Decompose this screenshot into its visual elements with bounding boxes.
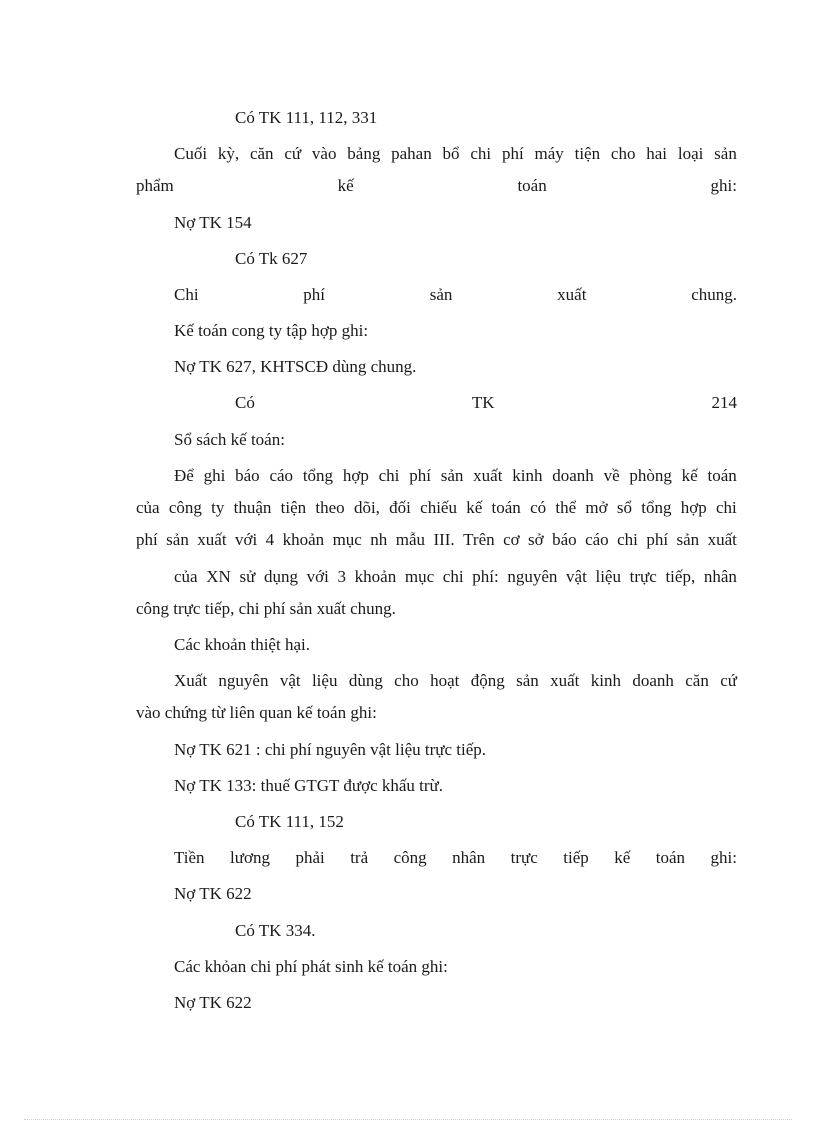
word: TK	[471, 393, 495, 412]
word: báo	[235, 466, 260, 485]
page-bottom-divider	[24, 1119, 792, 1120]
word: tiện	[574, 144, 601, 163]
word: hai	[646, 144, 668, 163]
text-line-justified	[174, 465, 737, 487]
text-line: Nợ TK 154	[174, 213, 252, 232]
word: báo	[552, 530, 577, 549]
word: sản	[440, 466, 464, 485]
word: liệu	[311, 671, 338, 690]
word: sản	[166, 530, 189, 549]
word: doanh	[632, 671, 674, 690]
word: phải	[295, 848, 325, 867]
word: về	[603, 466, 620, 485]
word: cho	[394, 671, 419, 690]
word: tiện	[280, 498, 307, 517]
word: nh	[370, 530, 388, 549]
word: sản	[429, 285, 453, 304]
text-line-justified	[174, 143, 737, 165]
word: xuất	[197, 530, 227, 549]
text-line: Nợ TK 627, KHTSCĐ dùng chung.	[174, 357, 417, 376]
word: phí:	[472, 567, 499, 586]
word: phí	[501, 144, 524, 163]
word: nguyên	[507, 567, 558, 586]
text-line: Có TK 111, 112, 331	[235, 108, 378, 127]
word: nhân	[452, 848, 486, 867]
text-line: Nợ TK 622	[174, 993, 252, 1012]
word: phí	[409, 466, 431, 485]
word: sản	[714, 144, 737, 163]
text-line-justified	[174, 847, 737, 869]
word: sở	[528, 530, 544, 549]
word: hợp	[342, 466, 369, 485]
word: với	[306, 567, 329, 586]
text-line-justified	[174, 284, 737, 306]
word: vật	[566, 567, 587, 586]
word: lương	[230, 848, 270, 867]
word: chi	[715, 498, 737, 517]
word: toán	[707, 466, 737, 485]
word: kế	[466, 498, 483, 517]
word: trực	[510, 848, 538, 867]
word: của	[174, 567, 198, 586]
word: liệu	[595, 567, 621, 586]
word: ghi:	[710, 848, 737, 867]
word: dùng	[348, 671, 383, 690]
word: xuất	[707, 530, 737, 549]
word: theo	[315, 498, 345, 517]
text-line: vào chứng từ liên quan kế toán ghi:	[136, 703, 377, 722]
word: kinh	[512, 466, 543, 485]
word: ty	[211, 498, 225, 517]
text-line-justified	[235, 392, 737, 414]
word: nguyên	[218, 671, 269, 690]
word: kinh	[590, 671, 621, 690]
word: có	[530, 498, 547, 517]
word: bổ	[442, 144, 460, 163]
text-line: Có TK 334.	[235, 921, 316, 940]
word: khoản	[354, 567, 397, 586]
word: kế	[337, 176, 354, 195]
text-line: Nợ TK 621 : chi phí nguyên vật liệu trực tiếp.	[174, 740, 487, 759]
word: máy	[534, 144, 564, 163]
word: Cuối	[174, 144, 208, 163]
word: tổng	[302, 466, 334, 485]
word: xuất	[550, 671, 580, 690]
word: pahan	[391, 144, 432, 163]
word: thể	[555, 498, 577, 517]
word: chung.	[691, 285, 737, 304]
word: Xuất	[174, 671, 208, 690]
word: công	[168, 498, 202, 517]
word: công	[393, 848, 427, 867]
word: chi	[470, 144, 492, 163]
word: phí	[303, 285, 326, 304]
word: cáo	[585, 530, 609, 549]
text-line: Các khỏan chi phí phát sinh kế toán ghi:	[174, 957, 448, 976]
word: 214	[711, 393, 737, 412]
word: sử	[239, 567, 256, 586]
word: dõi,	[353, 498, 380, 517]
word: XN	[206, 567, 231, 586]
word: Trên	[463, 530, 495, 549]
word: III.	[433, 530, 455, 549]
word: vào	[311, 144, 337, 163]
word: toán	[655, 848, 686, 867]
word: tiếp,	[665, 567, 696, 586]
word: mẫu	[395, 530, 426, 549]
word: phẩm	[136, 176, 174, 195]
text-line: công trực tiếp, chi phí sản xuất chung.	[136, 599, 396, 618]
word: nhân	[703, 567, 737, 586]
word: tiếp	[563, 848, 589, 867]
word: sản	[516, 671, 539, 690]
word: chi	[442, 567, 464, 586]
word: thuận	[233, 498, 272, 517]
word: căn	[249, 144, 274, 163]
word: sản	[676, 530, 700, 549]
word: ghi	[203, 466, 226, 485]
word: với	[235, 530, 258, 549]
word: chi	[378, 466, 400, 485]
word: kỳ,	[217, 144, 240, 163]
word: cáo	[269, 466, 294, 485]
text-line: Sổ sách kế toán:	[174, 430, 285, 449]
word: động	[470, 671, 505, 690]
text-line-justified	[136, 497, 737, 519]
text-line-justified	[174, 670, 737, 692]
text-line-justified	[174, 566, 737, 588]
word: cho	[610, 144, 636, 163]
text-line: Có Tk 627	[235, 249, 308, 268]
word: cơ	[503, 530, 520, 549]
word: 3	[337, 567, 346, 586]
text-line: Kế toán cong ty tập hợp ghi:	[174, 321, 369, 340]
word: đối	[389, 498, 411, 517]
word: của	[136, 498, 160, 517]
word: Chi	[174, 285, 199, 304]
text-line: Có TK 111, 152	[235, 812, 344, 831]
word: toán	[491, 498, 521, 517]
word: căn	[685, 671, 709, 690]
word: phòng	[629, 466, 672, 485]
word: kế	[614, 848, 631, 867]
word: khoản	[282, 530, 325, 549]
word: loại	[677, 144, 704, 163]
word: xuất	[557, 285, 587, 304]
word: ghi:	[710, 176, 737, 195]
word: Để	[174, 466, 194, 485]
text-line-justified	[136, 529, 737, 551]
word: tổng	[641, 498, 672, 517]
word: trực	[629, 567, 657, 586]
text-line: Các khoản thiệt hại.	[174, 635, 310, 654]
word: dụng	[263, 567, 298, 586]
word: vật	[279, 671, 301, 690]
word: mở	[585, 498, 608, 517]
word: trả	[350, 848, 369, 867]
word: cứ	[720, 671, 737, 690]
word: sổ	[616, 498, 632, 517]
word: chi	[617, 530, 638, 549]
word: mục	[332, 530, 362, 549]
word: Có	[235, 393, 255, 412]
word: doanh	[552, 466, 594, 485]
text-line: Nợ TK 133: thuế GTGT được khấu trừ.	[174, 776, 444, 795]
text-line: Nợ TK 622	[174, 884, 252, 903]
word: 4	[265, 530, 275, 549]
word: xuất	[473, 466, 503, 485]
word: phí	[136, 530, 158, 549]
word: bảng	[347, 144, 381, 163]
word: toán	[517, 176, 547, 195]
word: chiếu	[420, 498, 457, 517]
word: Tiền	[174, 848, 205, 867]
word: hoạt	[430, 671, 460, 690]
word: cứ	[284, 144, 302, 163]
word: phí	[646, 530, 669, 549]
word: hợp	[680, 498, 707, 517]
text-line-justified	[136, 175, 737, 197]
word: kế	[681, 466, 698, 485]
word: mục	[404, 567, 435, 586]
